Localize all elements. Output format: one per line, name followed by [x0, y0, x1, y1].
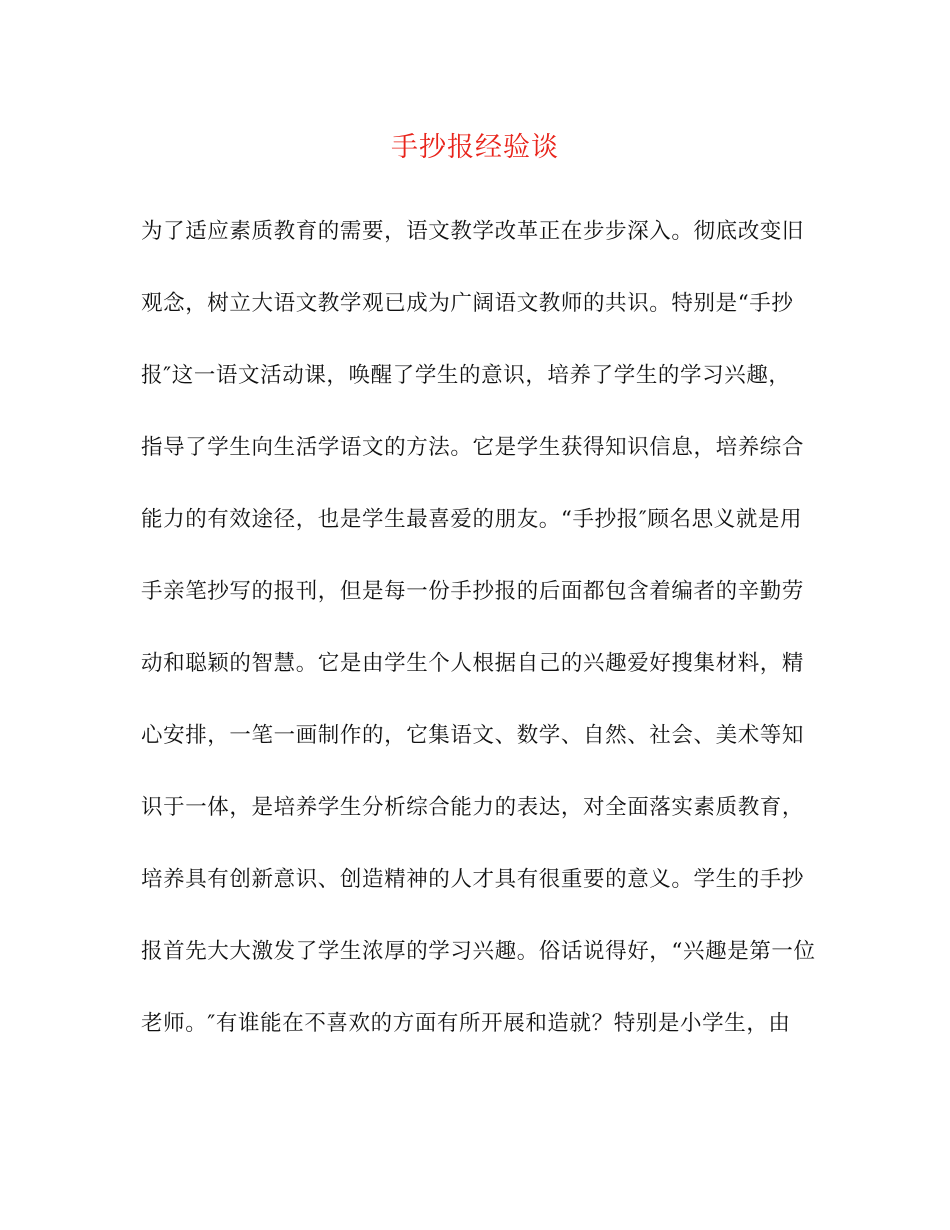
text-line: 动和聪颖的智慧。它是由学生个人根据自己的兴趣爱好搜集材料，精 — [141, 651, 805, 676]
text-line: 手亲笔抄写的报刊，但是每一份手抄报的后面都包含着编者的辛勤劳 — [141, 579, 805, 604]
text-line: 能力的有效途径，也是学生最喜爱的朋友。“手抄报″顾名思义就是用 — [141, 507, 803, 532]
text-line: 报首先大大激发了学生浓厚的学习兴趣。俗话说得好，“兴趣是第一位 — [141, 939, 816, 964]
text-line: 老师。″有谁能在不喜欢的方面有所开展和造就？特别是小学生，由 — [141, 1011, 791, 1036]
text-line: 报″这一语文活动课，唤醒了学生的意识，培养了学生的学习兴趣， — [141, 363, 791, 388]
document-title: 手抄报经验谈 — [391, 132, 559, 163]
text-line: 培养具有创新意识、创造精神的人才具有很重要的意义。学生的手抄 — [141, 867, 805, 892]
text-line: 指导了学生向生活学语文的方法。它是学生获得知识信息，培养综合 — [141, 435, 805, 460]
text-line: 识于一体，是培养学生分析综合能力的表达，对全面落实素质教育， — [141, 795, 805, 820]
text-line: 观念，树立大语文教学观已成为广阔语文教师的共识。特别是“手抄 — [141, 291, 794, 316]
text-line: 心安排，一笔一画制作的，它集语文、数学、自然、社会、美术等知 — [141, 723, 805, 748]
text-line: 为了适应素质教育的需要，语文教学改革正在步步深入。彻底改变旧 — [141, 219, 805, 244]
